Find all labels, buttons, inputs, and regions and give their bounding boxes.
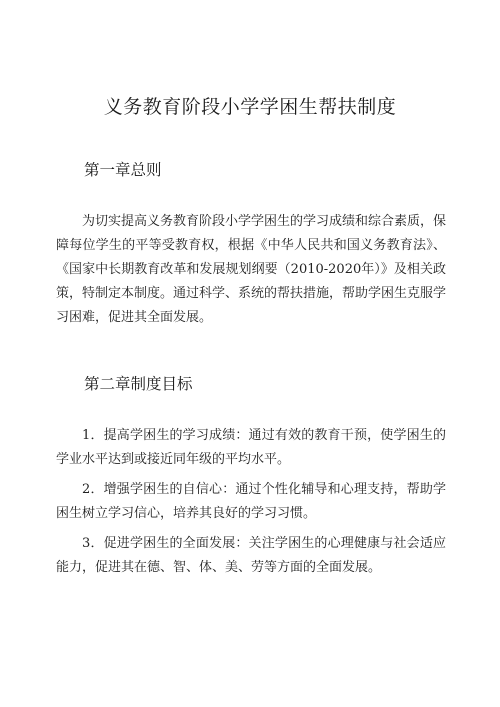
chapter-2-goal-list — [56, 424, 446, 586]
chapter-1-heading: 第一章总则 — [84, 161, 162, 179]
chapter-1-paragraph: 为切实提高义务教育阶段小学学困生的学习成绩和综合素质，保障每位学生的平等受教育权，根据《中华人民共和国义务教育法》、《国家中长期教育改革和发展规划纲要（2010-2020年）》及相关政策，特制定本制度。通过科学、系统的帮扶措施，帮助学困生克服学习困难，促进其全面发展。 — [56, 214, 447, 325]
document-title: 义务教育阶段小学学困生帮扶制度 — [103, 96, 397, 118]
goal-item-2: 2．增强学困生的自信心：通过个性化辅导和心理支持，帮助学困生树立学习信心，培养其良好的学习习惯。 — [56, 482, 446, 521]
chapter-2-heading: 第二章制度目标 — [84, 375, 193, 393]
goal-item-1: 1．提高学困生的学习成绩：通过有效的教育干预，使学困生的学业水平达到或接近同年级的平均水平。 — [56, 428, 446, 467]
goal-item-3: 3．促进学困生的全面发展：关注学困生的心理健康与社会适应能力，促进其在德、智、体、美、劳等方面的全面发展。 — [56, 536, 446, 575]
